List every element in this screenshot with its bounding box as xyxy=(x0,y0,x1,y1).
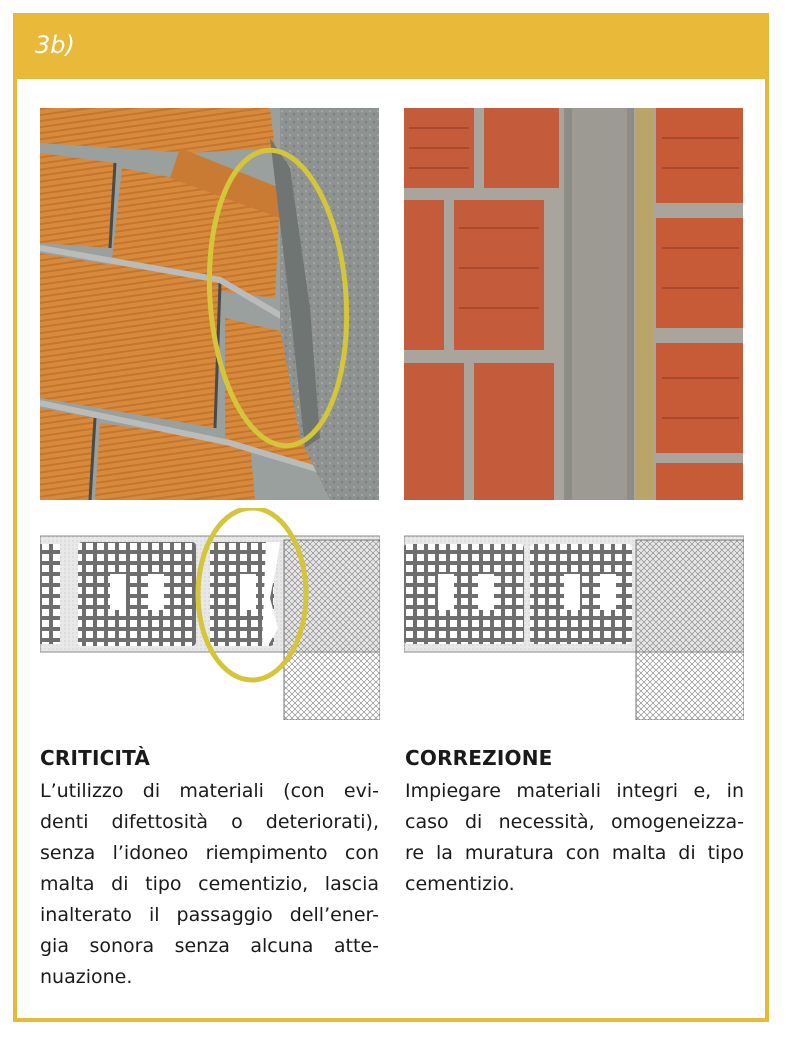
correzione-line: cementizio. xyxy=(405,873,515,895)
diagram-correct-section xyxy=(404,508,744,720)
criticita-line: denti difettosità o deteriorati), xyxy=(40,811,379,833)
correzione-title: CORREZIONE xyxy=(405,746,553,770)
correzione-line: re la muratura con malta di tipo xyxy=(405,842,744,864)
criticita-body xyxy=(40,776,379,993)
criticita-line: nuazione. xyxy=(40,966,133,988)
correzione-body xyxy=(405,776,744,900)
header-bar xyxy=(17,17,765,79)
highlight-ellipse-photo xyxy=(40,108,379,500)
criticita-line: malta di tipo cementizio, lascia xyxy=(40,873,379,895)
photo-correct-wall xyxy=(404,108,743,500)
criticita-line: gia sonora senza alcuna atte- xyxy=(40,935,379,957)
criticita-line: L’utilizzo di materiali (con evi- xyxy=(40,780,379,802)
correzione-line: caso di necessità, omogeneizza- xyxy=(405,811,744,833)
criticita-line: senza l’idoneo riempimento con xyxy=(40,842,379,864)
correzione-line: Impiegare materiali integri e, in xyxy=(405,780,744,802)
criticita-title: CRITICITÀ xyxy=(40,746,151,770)
criticita-line: inalterato il passaggio dell’ener- xyxy=(40,904,379,926)
figure-label: 3b) xyxy=(35,31,75,59)
diagram-defective-section xyxy=(40,508,380,720)
